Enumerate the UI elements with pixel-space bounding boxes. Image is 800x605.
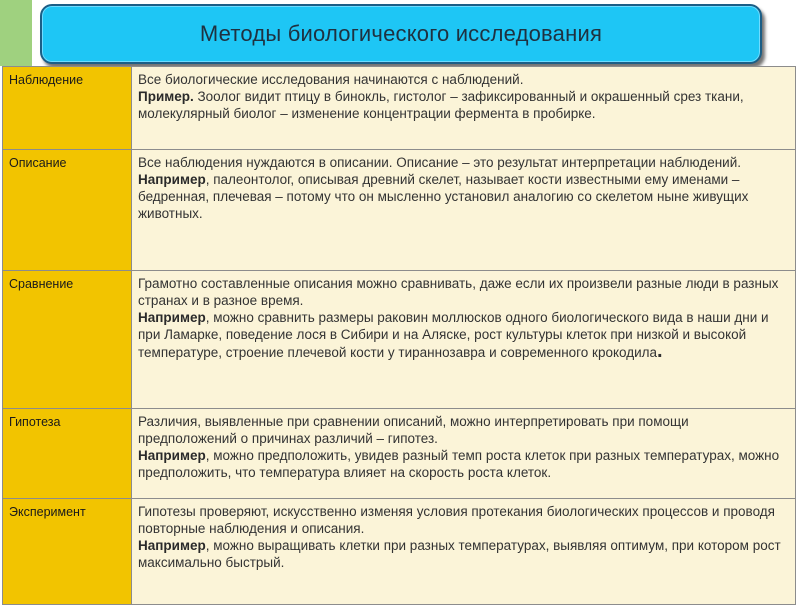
example-text: Зоолог видит птицу в бинокль, гистолог – зафиксированный и окрашенный срез ткани, молекулярный биолог – изменение концентрации фермента в пробирке.: [138, 89, 744, 121]
method-description: [132, 499, 796, 605]
example-text: , палеонтолог, описывая древний скелет, называет кости известными ему именами – бедренная, плечевая – потому что он мысленно установил аналогию со скелетом ныне живущих животных.: [138, 172, 749, 221]
example-label: Например: [138, 538, 206, 553]
example-label: Пример.: [138, 89, 194, 104]
table-row: [3, 409, 796, 499]
method-term: Сравнение: [3, 271, 132, 409]
example-text: , можно выращивать клетки при разных температурах, выявляя оптимум, при котором рост максимально быстрый.: [138, 538, 781, 570]
description-text: Все наблюдения нуждаются в описании. Описание – это результат интерпретации наблюдений.: [138, 155, 742, 170]
example-label: Например: [138, 448, 206, 463]
method-description: [132, 150, 796, 271]
method-description: [132, 67, 796, 150]
page-title: Методы биологического исследования: [199, 21, 603, 46]
example-label: Например: [138, 310, 206, 325]
method-term: Гипотеза: [3, 409, 132, 499]
description-text: Грамотно составленные описания можно сравнивать, даже если их произвели разные люди в разных странах и в разное время.: [138, 276, 779, 308]
table-row: [3, 150, 796, 271]
description-text: Все биологические исследования начинаются с наблюдений.: [138, 72, 524, 87]
table-row: [3, 271, 796, 409]
example-text: , можно предположить, увидев разный темп роста клеток при разных температурах, можно предположить, что температура влияет на скорость роста клеток.: [138, 448, 780, 480]
title-banner: [40, 4, 762, 64]
method-term: Наблюдение: [3, 67, 132, 150]
accent-bar: [0, 0, 32, 66]
description-text: Различия, выявленные при сравнении описаний, можно интерпретировать при помощи предположений о причинах различий – гипотез.: [138, 414, 689, 446]
table-row: [3, 67, 796, 150]
method-description: [132, 271, 796, 409]
example-label: Например: [138, 172, 206, 187]
table-row: [3, 499, 796, 605]
trailing-period: .: [657, 340, 663, 362]
method-description: [132, 409, 796, 499]
description-text: Гипотезы проверяют, искусственно изменяя условия протекания биологических процессов и проводя повторные наблюдения и описания.: [138, 504, 775, 536]
example-text: , можно сравнить размеры раковин моллюсков одного биологического вида в наши дни и при Ламарке, поведение лося в Сибири и на Аляске, рост культуры клеток при низкой и высокой температуре, строение плечевой кости у тираннозавра и современного крокодила: [138, 310, 769, 360]
methods-table: [2, 66, 796, 605]
method-term: Эксперимент: [3, 499, 132, 605]
method-term: Описание: [3, 150, 132, 271]
